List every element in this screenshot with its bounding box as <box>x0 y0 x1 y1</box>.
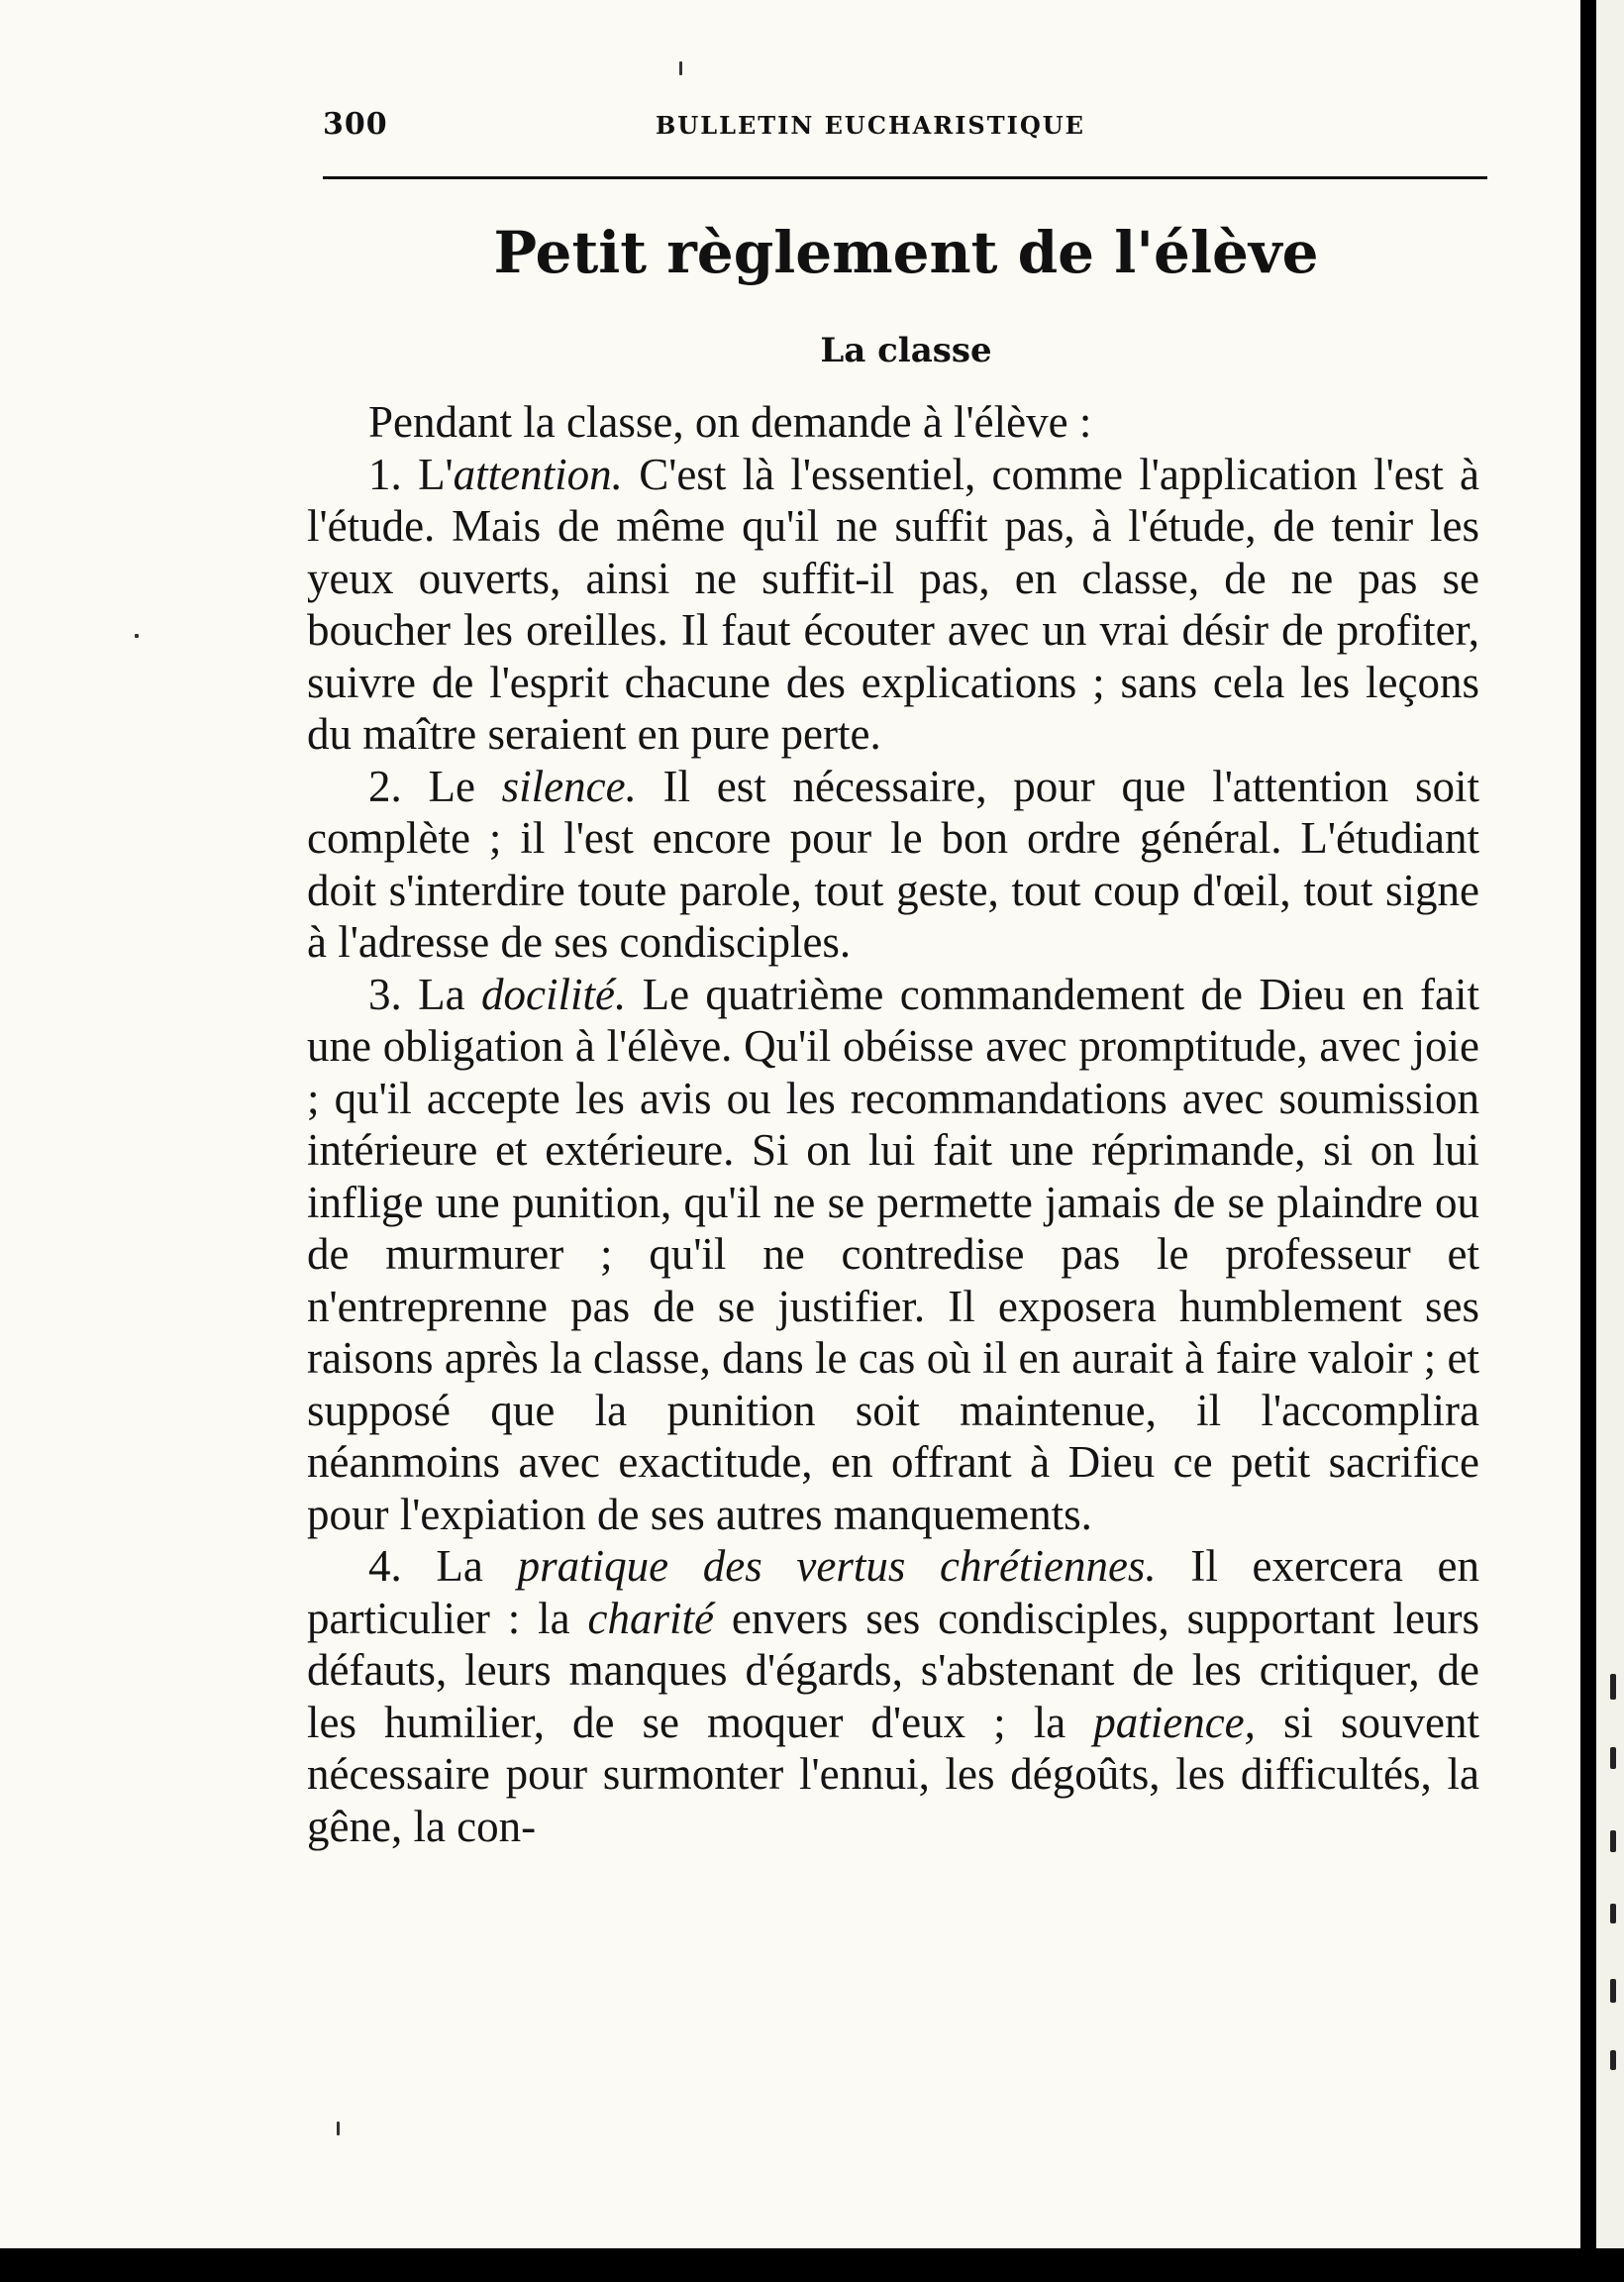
adjacent-page-mark <box>1610 1747 1616 1769</box>
adjacent-page-mark <box>1610 1674 1616 1700</box>
adjacent-page-mark <box>1610 1904 1616 1923</box>
rule-paragraph-2 <box>307 761 1479 969</box>
adjacent-page-edge <box>1596 0 1624 2282</box>
section-subtitle: La classe <box>820 331 992 370</box>
scan-bottom-border <box>0 2248 1624 2282</box>
rule-article-word: L' <box>418 449 454 499</box>
rule-topic: attention. <box>453 449 623 499</box>
article-title: Petit règlement de l'élève <box>493 219 1319 286</box>
rule-text: Le quatrième commandement de Dieu en fait une obligation à l'élève. Qu'il obéisse avec promptitude, avec joie ; qu'il accepte les avis ou les recommandations avec soumission intérieure et extérieure. Si on lui fait une réprimande, si on lui inflige une punition, qu'il ne se permette jamais de se plaindre ou de murmurer ; qu'il ne contredise pas le professeur et n'entreprenne pas de se justifier. Il exposera humblement ses raisons après la classe, dans le cas où il en aurait à faire valoir ; et supposé que la punition soit maintenue, il l'accomplira néanmoins avec exactitude, en offrant à Dieu ce petit sacrifice pour l'expiation de ses autres manquements. <box>307 969 1479 1539</box>
rule-paragraph-1 <box>307 449 1479 761</box>
rule-text: envers ses condisciples, supportant leurs défauts, leurs manques d'égards, s'abstenant de les critiquer, de les humilier, de se moquer d'eux ; la <box>307 1593 1479 1747</box>
journal-title: BULLETIN EUCHARISTIQUE <box>656 111 1085 140</box>
rule-topic: pratique des vertus chrétiennes. <box>517 1541 1157 1591</box>
virtue-patience: patience, <box>1093 1697 1256 1747</box>
virtue-charite: charité <box>587 1593 714 1643</box>
scan-speck <box>135 634 139 638</box>
page-number: 300 <box>323 107 388 142</box>
rule-text: C'est là l'essentiel, comme l'application l'est à l'étude. Mais de même qu'il ne suffit pas, à l'étude, de tenir les yeux ouverts, ainsi ne suffit-il pas, en classe, de ne pas se boucher les oreilles. Il faut écouter avec un vrai désir de profiter, suivre de l'esprit chacune des explications ; sans cela les leçons du maître seraient en pure perte. <box>307 449 1479 759</box>
adjacent-page-mark <box>1610 1830 1616 1852</box>
scan-speck <box>337 2122 340 2135</box>
article-body <box>307 396 1479 1852</box>
adjacent-page-mark <box>1610 1979 1616 2003</box>
rule-number: 2. <box>368 761 402 811</box>
rule-text: Il exercera en particulier : la <box>307 1541 1479 1643</box>
scan-speck <box>679 61 682 75</box>
rule-paragraph-3 <box>307 969 1479 1541</box>
rule-paragraph-4 <box>307 1540 1479 1852</box>
rule-topic: docilité. <box>480 969 627 1019</box>
header-rule <box>323 176 1487 179</box>
running-head <box>323 107 1489 153</box>
rule-topic: silence. <box>501 761 637 811</box>
rule-article-word: La <box>418 969 481 1019</box>
rule-text: si souvent nécessaire pour surmonter l'ennui, les dégoûts, les difficultés, la gêne, la con- <box>307 1697 1479 1851</box>
intro-paragraph: Pendant la classe, on demande à l'élève : <box>368 397 1092 447</box>
rule-text: Il est nécessaire, pour que l'attention soit complète ; il l'est encore pour le bon ordre général. L'étudiant doit s'interdire toute parole, tout geste, tout coup d'œil, tout signe à l'adresse de ses condisciples. <box>307 761 1479 967</box>
rule-number: 1. <box>368 449 402 499</box>
rule-article-word: Le <box>428 761 502 811</box>
adjacent-page-mark <box>1610 2050 1616 2070</box>
rule-article-word: La <box>436 1541 518 1591</box>
rule-number: 3. <box>368 969 402 1019</box>
rule-number: 4. <box>368 1541 402 1591</box>
